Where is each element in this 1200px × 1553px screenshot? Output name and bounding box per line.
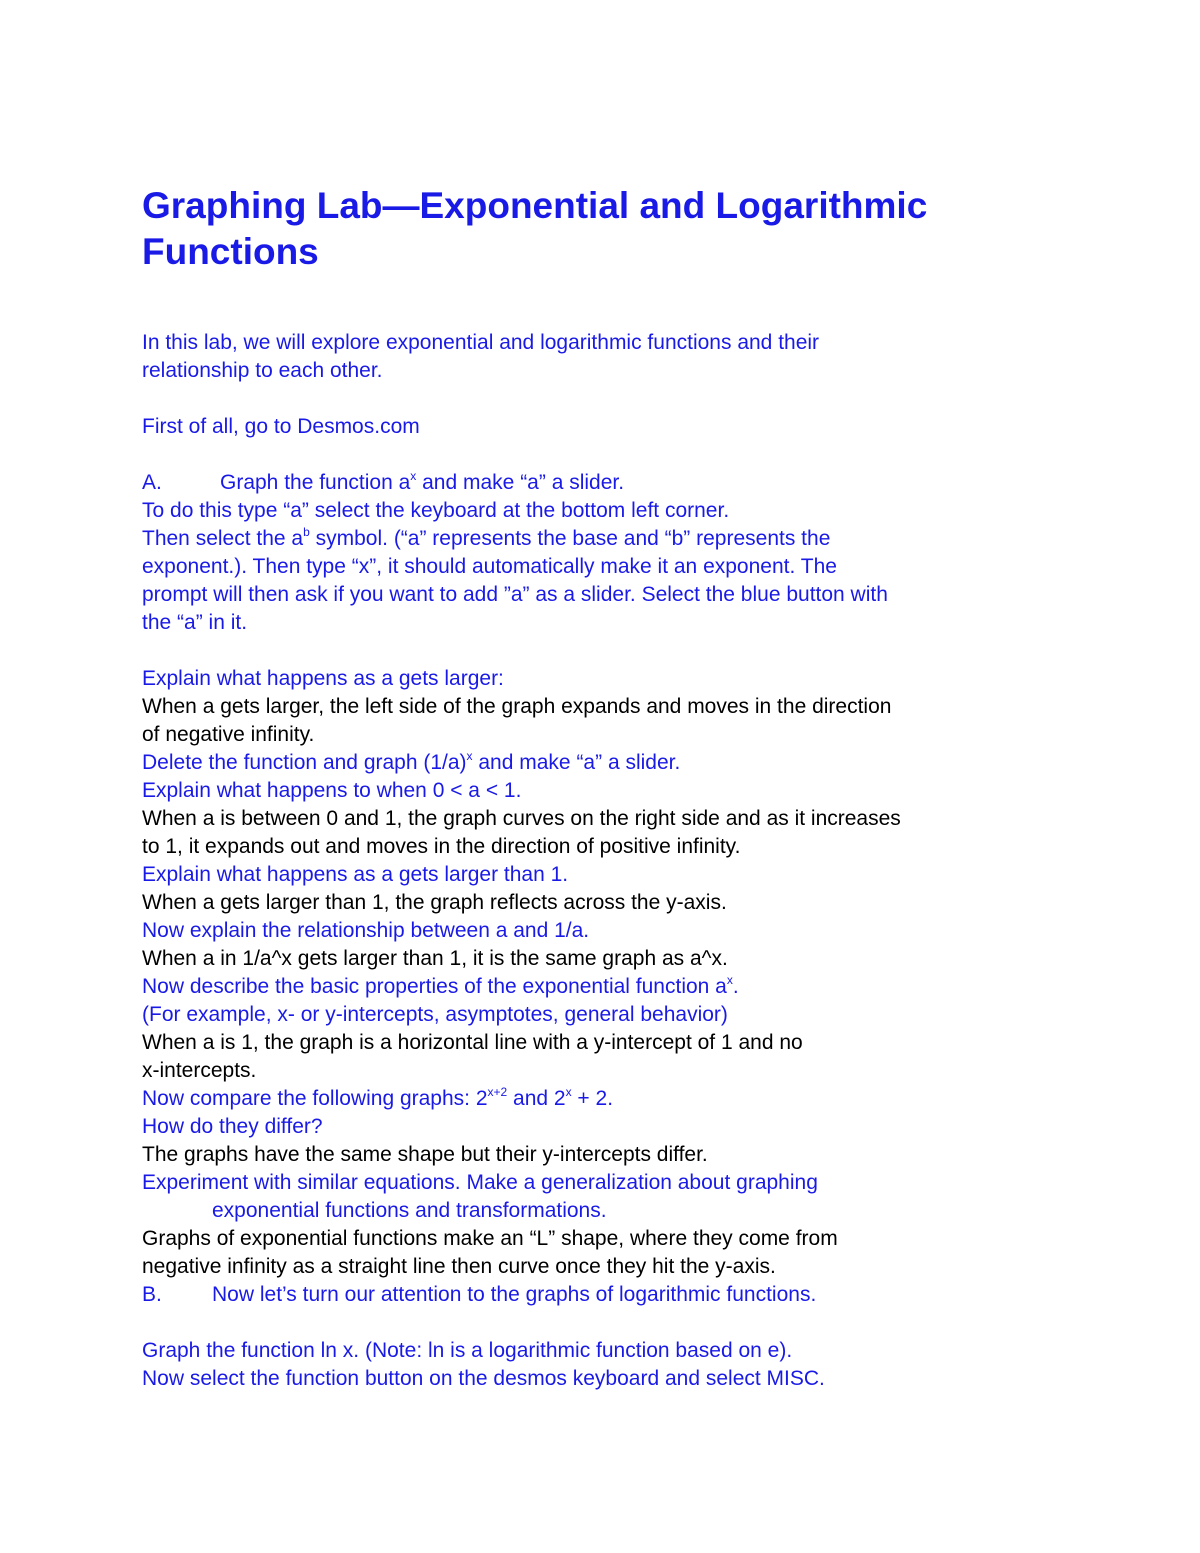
section-a-todo-1: To do this type “a” select the keyboard at the bottom left corner. <box>142 499 730 522</box>
todo-2-superscript: b <box>303 525 310 539</box>
answer-6-line-1: When a is 1, the graph is a horizontal line with a y-intercept of 1 and no <box>142 1031 803 1054</box>
answer-1-line-2: of negative infinity. <box>142 723 315 746</box>
question-6-example: (For example, x- or y-intercepts, asymptotes, general behavior) <box>142 1003 728 1026</box>
question-8: How do they differ? <box>142 1115 323 1138</box>
intro-line-1: In this lab, we will explore exponential and logarithmic functions and their <box>142 331 820 354</box>
section-a-todo-4: prompt will then ask if you want to add ”a” as a slider. Select the blue button with <box>142 583 888 606</box>
answer-1-line-1: When a gets larger, the left side of the graph expands and moves in the direction <box>142 695 892 718</box>
page-title <box>142 183 1072 275</box>
document-page <box>142 183 1072 1393</box>
question-10: Graph the function ln x. (Note: ln is a logarithmic function based on e). <box>142 1339 793 1362</box>
todo-2-start: Then select the a <box>142 527 304 550</box>
section-a-todo-3: exponent.). Then type “x”, it should automatically make it an exponent. The <box>142 555 837 578</box>
section-a-todo-5: the “a” in it. <box>142 611 248 634</box>
answer-3-line-1: When a is between 0 and 1, the graph curves on the right side and as it increases <box>142 807 901 830</box>
answer-6-line-2: x-intercepts. <box>142 1059 257 1082</box>
question-2-superscript: x <box>466 749 473 763</box>
answer-5: When a in 1/a^x gets larger than 1, it is the same graph as a^x. <box>142 947 728 970</box>
first-instruction: First of all, go to Desmos.com <box>142 415 420 438</box>
question-7-superscript-2: x <box>565 1085 572 1099</box>
answer-8: The graphs have the same shape but their y-intercepts differ. <box>142 1143 708 1166</box>
question-11: Now select the function button on the desmos keyboard and select MISC. <box>142 1367 825 1390</box>
section-a-superscript: x <box>410 469 417 483</box>
section-a-graph-text: Graph the function a <box>220 471 411 494</box>
question-6-start: Now describe the basic properties of the exponential function a <box>142 975 727 998</box>
section-a-heading <box>142 469 1072 497</box>
title-line-1: Graphing Lab—Exponential and Logarithmic <box>142 185 928 226</box>
question-1: Explain what happens as a gets larger: <box>142 667 504 690</box>
todo-2-end: symbol. (“a” represents the base and “b” represents the <box>309 527 831 550</box>
title-line-2: Functions <box>142 231 319 272</box>
question-4: Explain what happens as a gets larger than 1. <box>142 863 569 886</box>
answer-9-line-1: Graphs of exponential functions make an “L” shape, where they come from <box>142 1227 838 1250</box>
intro-line-2: relationship to each other. <box>142 359 383 382</box>
section-a-label: A. <box>142 471 162 494</box>
answer-9-line-2: negative infinity as a straight line then curve once they hit the y-axis. <box>142 1255 776 1278</box>
section-b-label: B. <box>142 1283 162 1306</box>
question-2 <box>142 749 1072 777</box>
answer-3-line-2: to 1, it expands out and moves in the direction of positive infinity. <box>142 835 741 858</box>
section-b-heading <box>142 1281 1072 1309</box>
question-7-superscript-1: x+2 <box>487 1085 508 1099</box>
answer-4: When a gets larger than 1, the graph reflects across the y-axis. <box>142 891 727 914</box>
section-b-text: Now let’s turn our attention to the graphs of logarithmic functions. <box>212 1283 817 1306</box>
question-2-start: Delete the function and graph (1/a) <box>142 751 467 774</box>
question-7 <box>142 1085 1072 1113</box>
question-7-mid: and 2 <box>507 1087 566 1110</box>
section-a-graph-tail: and make “a” a slider. <box>416 471 625 494</box>
question-9-line-2: exponential functions and transformations. <box>212 1199 607 1222</box>
section-a-todo-2 <box>142 525 1072 553</box>
question-6-end: . <box>732 975 739 998</box>
question-3: Explain what happens to when 0 < a < 1. <box>142 779 522 802</box>
question-7-end: + 2. <box>571 1087 614 1110</box>
question-6 <box>142 973 1072 1001</box>
question-6-superscript: x <box>726 973 733 987</box>
question-2-end: and make “a” a slider. <box>472 751 681 774</box>
question-7-start: Now compare the following graphs: 2 <box>142 1087 488 1110</box>
question-5: Now explain the relationship between a and 1/a. <box>142 919 590 942</box>
question-9-line-1: Experiment with similar equations. Make a generalization about graphing <box>142 1171 818 1194</box>
